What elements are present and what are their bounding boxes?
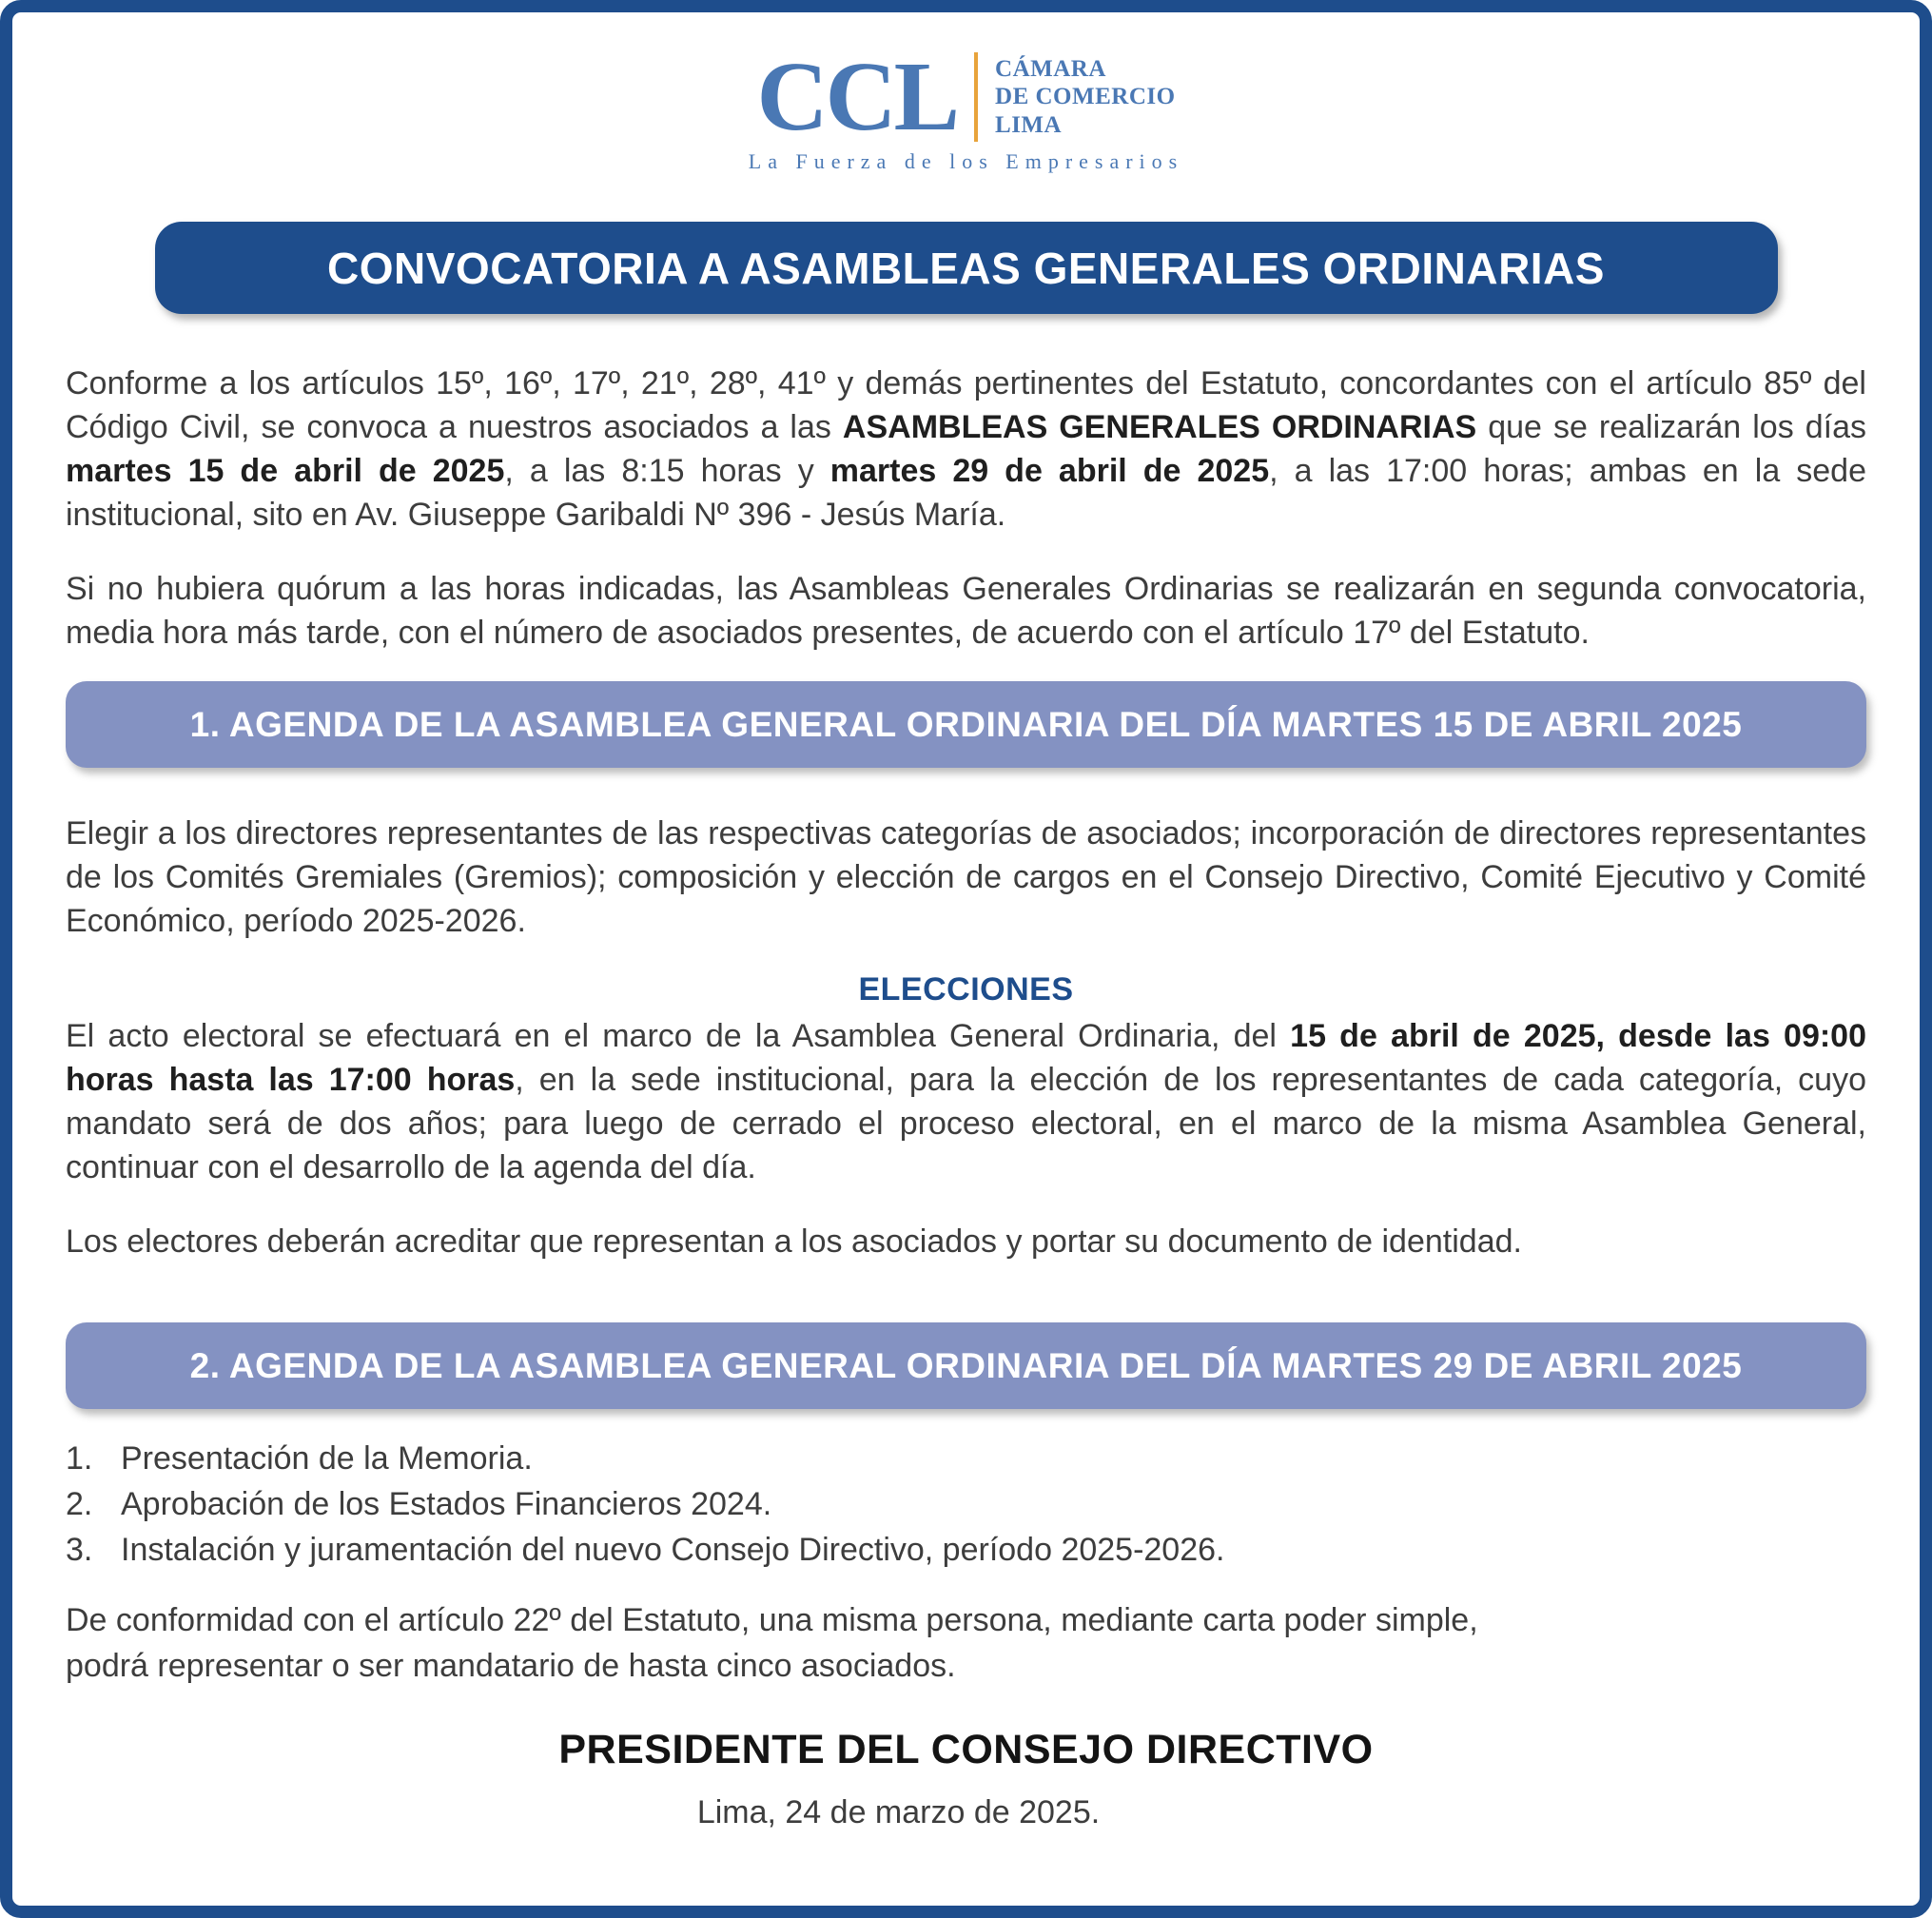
voters-paragraph: Los electores deberán acreditar que representan a los asociados y portar su documento de identidad. (66, 1223, 1522, 1260)
agenda-2-list (66, 1436, 1866, 1573)
proxy-note-line-2: podrá representar o ser mandatario de hasta cinco asociados. (66, 1648, 956, 1684)
list-item-text: Presentación de la Memoria. (121, 1440, 533, 1477)
logo-org-line-2: DE COMERCIO (995, 84, 1176, 110)
signature-date: Lima, 24 de marzo de 2025. (696, 1794, 1101, 1830)
intro-p1-run-6-bold: martes 29 de abril de 2025 (829, 453, 1270, 489)
logo-acronym: CCL (756, 42, 958, 152)
list-item-number: 1. (66, 1440, 93, 1477)
list-item (66, 1436, 1866, 1481)
list-item-number: 2. (66, 1486, 93, 1522)
list-item (66, 1527, 1866, 1573)
logo-gold-divider (974, 52, 978, 142)
proxy-note-paragraph (66, 1597, 1866, 1689)
elections-heading: ELECCIONES (858, 971, 1074, 1008)
intro-p1-run-4-bold: martes 15 de abril de 2025 (66, 453, 505, 489)
intro-paragraph-1 (66, 362, 1866, 537)
title-banner (155, 222, 1778, 314)
agenda-2-header-bar (66, 1322, 1866, 1409)
logo-tagline: La Fuerza de los Empresarios (748, 149, 1184, 173)
agenda-1-header-bar (66, 681, 1866, 768)
elections-run-1: El acto electoral se efectuará en el marco de la Asamblea General Ordinaria, del (66, 1018, 1291, 1054)
logo-org-line-3: LIMA (995, 111, 1063, 138)
logo-org-name (995, 55, 1176, 140)
intro-p1-run-3: que se realizarán los días (1476, 409, 1866, 445)
intro-p1-run-7: , a las 17:00 horas; ambas en la sede institucional, sito en Av. Giuseppe Garibaldi Nº 396 - Jesús María. (66, 453, 1867, 533)
list-item-text: Instalación y juramentación del nuevo Consejo Directivo, período 2025-2026. (121, 1532, 1225, 1568)
list-item (66, 1481, 1866, 1527)
intro-p1-run-1: Conforme a los artículos 15º, 16º, 17º, 21º, 28º, 41º y demás pertinentes del Estatuto, concordantes con el artículo 85º del Código Civil, se convoca a nuestros asociados a las (66, 365, 1866, 445)
intro-paragraph-2: Si no hubiera quórum a las horas indicadas, las Asambleas Generales Ordinarias se realizarán en segunda convocatoria, media hora más tarde, con el número de asociados presentes, de acuerdo con el artículo 17º del Estatuto. (66, 571, 1866, 651)
ccl-logo (66, 42, 1866, 174)
signature-title: PRESIDENTE DEL CONSEJO DIRECTIVO (558, 1727, 1374, 1772)
agenda-2-heading: 2. AGENDA DE LA ASAMBLEA GENERAL ORDINARIA DEL DÍA MARTES 29 DE ABRIL 2025 (189, 1345, 1743, 1385)
elections-run-2-bold: 15 de abril de 2025, desde las 09:00 horas hasta las 17:00 horas (66, 1018, 1866, 1098)
agenda-1-paragraph: Elegir a los directores representantes de las respectivas categorías de asociados; incorporación de directores representantes de los Comités Gremiales (Gremios); composición y elección de cargos en el Consejo Directivo, Comité Ejecutivo y Comité Económico, período 2025-2026. (66, 815, 1866, 939)
logo-row (756, 42, 1176, 152)
list-item-number: 3. (66, 1532, 93, 1568)
intro-p1-run-2-bold: ASAMBLEAS GENERALES ORDINARIAS (842, 409, 1477, 445)
title-banner-text: CONVOCATORIA A ASAMBLEAS GENERALES ORDINARIAS (327, 243, 1605, 293)
list-item-text: Aprobación de los Estados Financieros 2024. (121, 1486, 772, 1522)
agenda-1-heading: 1. AGENDA DE LA ASAMBLEA GENERAL ORDINARIA DEL DÍA MARTES 15 DE ABRIL 2025 (189, 704, 1743, 744)
proxy-note-line-1: De conformidad con el artículo 22º del Estatuto, una misma persona, mediante carta poder simple, (66, 1602, 1478, 1638)
elections-paragraph (66, 1014, 1866, 1189)
logo-org-line-1: CÁMARA (995, 55, 1106, 82)
intro-p1-run-5: , a las 8:15 horas y (504, 453, 830, 489)
elections-run-3: , en la sede institucional, para la elección de los representantes de cada categoría, cuyo mandato será de dos años; para luego de cerrado el proceso electoral, en el marco de la misma Asamblea General, continuar con el desarrollo de la agenda del día. (66, 1062, 1866, 1185)
